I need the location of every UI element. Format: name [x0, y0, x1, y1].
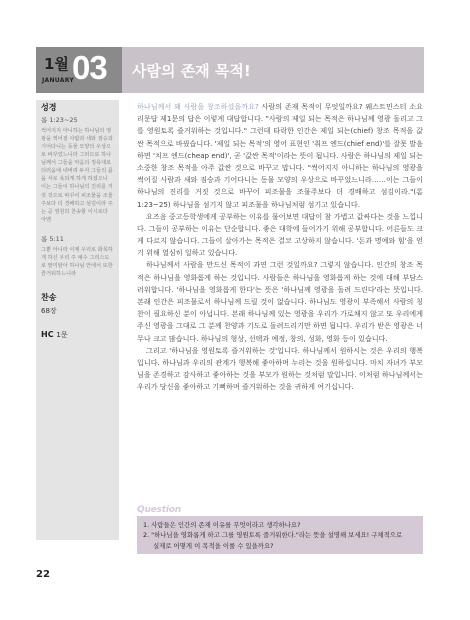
question-box: [137, 516, 423, 554]
main-text: [137, 101, 423, 394]
day-number: 03: [72, 49, 107, 86]
question-2: 2. "하나님을 영화롭게 하고 그를 영원토록 즐거워한다."라는 뜻을 설명해 보세요! 구체적으로: [143, 531, 403, 540]
hymn-heading: 찬송: [41, 293, 57, 302]
question-2-continued: 실제로 어떻게 이 목적을 이룰 수 있을까요?: [153, 541, 274, 550]
devotional-header: [36, 47, 424, 93]
page-number: 22: [36, 569, 50, 580]
paragraph-1-text: 사람의 존재 목적이 무엇일까요? 웨스트민스터 소요리문답 제1문의 답은 이렇게 대답합니다. "사람의 제일 되는 목적은 하나님께 영광 돌리고 그를 영원토록 즐거워하는 것입니다." 그런데 타락한 인간은 제일 되는(chief) 창조 목적을 값싼 목적으로 바꿨습니다. '제일 되는 목적'의 영어 표현인 '취프 엔드(chief end)'를 잘못 발음하면 '치프 엔드(cheap end)', 곧 '값싼 목적'이라는 뜻이 됩니다. 사람은 하나님의 제일 되는 소중한 창조 목적을 아주 값싼 것으로 바꾸고 맙니다. "썩어지지 아니하는 하나님의 영광을 썩어질 사람과 새와 짐승과 기어다니는 동물 모양의 우상으로 바꾸었느니라……이는 그들이 하나님의 진리를 거짓 것으로 바꾸어 피조물을 조물주보다 더 경배하고 섬김이라."(롬 1:23~25) 하나님을 섬기지 않고 피조물을 하나님처럼 섬기고 있습니다.: [137, 102, 423, 209]
bible-reference: 롬 1:23~25: [41, 116, 78, 124]
bible-passage: 썩어지지 아니하는 하나님의 영광을 썩어질 사람과 새와 짐승과 기어다니는 동물 모양의 우상으로 바꾸었느니라 그러므로 하나님께서 그들을 마음의 정욕대로 더러움에 내버려 두사 그들의 몸을 서로 욕되게 하게 하셨으니 이는 그들이 하나님의 진리를 거짓 것으로 바꾸어 피조물을 조물주보다 더 경배하고 섬김이라 주는 곧 영원히 찬송할 이시로다 아멘: [41, 128, 113, 223]
question-1: 1. 사람들은 인간의 존재 이유를 무엇이라고 생각하나요?: [143, 521, 301, 529]
date-box: [36, 47, 122, 93]
bible-reference-2: 롬 5:11: [41, 234, 64, 243]
catechism-line: [41, 330, 119, 340]
paragraph-2: 요즈음 중고등학생에게 공부하는 이유를 물어보면 대답이 참 가볍고 값싸다는 것을 느낍니다. 그들이 공부하는 이유는 단순합니다. 좋은 대학에 들어가기 위해 공부합니다. 어른들도 크게 다르지 않습니다. 그들이 살아가는 목적은 결코 고상하지 않습니다. '돈과 명예와 힘'을 얻기 위해 열심히 일하고 있습니다.: [137, 211, 423, 258]
catechism-label: HC: [41, 330, 54, 339]
hymn-number: 68장: [41, 307, 57, 315]
bible-passage-2: 그뿐 아니라 이제 우리로 화목하게 하신 우리 주 예수 그리스도로 말미암아 하나님 안에서 또한 즐거워하느니라: [41, 246, 113, 277]
paragraph-3: 하나님께서 사람을 만드신 목적이 과연 그런 것일까요? 그렇지 않습니다. 인간의 창조 목적은 하나님을 영화롭게 하는 것입니다. 사람들은 하나님을 영화롭게 하는 것에 대해 부담스러워합니다. '하나님을 영화롭게 한다'는 뜻은 '하나님께 영광을 돌려 드린다'라는 뜻입니다. 본래 인간은 피조물로서 하나님께 드릴 것이 없습니다. 하나님도 영광이 부족해서 사람의 칭찬이 필요하신 분이 아닙니다. 본래 하나님께 있는 영광을 우리가 가로채지 않고 또 우리에게 주신 영광을 그대로 그 분께 찬양과 기도로 돌려드리기만 하면 됩니다. 우리가 받은 영광은 너무나 크고 많습니다. 하나님의 형상, 선택과 예정, 창의, 성화, 영화 등이 있습니다.: [137, 260, 423, 343]
lead-question: 하나님께서 왜 사람을 창조하셨을까요?: [137, 102, 259, 111]
question-label: Question: [137, 505, 197, 517]
bible-heading: 성경: [41, 103, 57, 112]
paragraph-1: [137, 101, 423, 211]
title-bar: [122, 47, 424, 93]
month-english-label: JANUARY: [42, 77, 74, 84]
sidebar: [36, 100, 119, 540]
paragraph-4: 그리고 '하나님을 영원토록 즐거워하는 것'입니다. 하나님께서 원하시는 것은 우리의 행복입니다. 하나님과 우리의 관계가 행복해 좋아하며 누리는 것을 원하십니다. 마치 자녀가 부모님을 존경하고 감사하고 좋아하는 것을 부모가 원하는 것처럼 말입니다. 이처럼 하나님께서는 우리가 당신을 좋아하고 기뻐하며 즐거워하는 것을 귀하게 여기십니다.: [137, 345, 423, 392]
page-title: 사람의 존재 목적!: [132, 62, 251, 80]
catechism-value: 1문: [56, 331, 68, 339]
month-label: 1월: [44, 55, 69, 73]
